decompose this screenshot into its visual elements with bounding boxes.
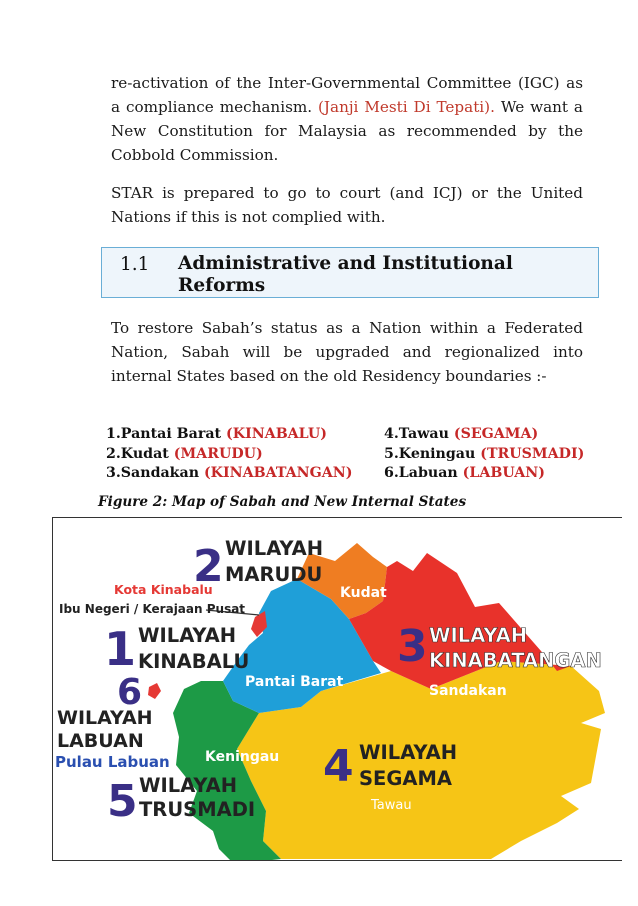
region-5-name: TRUSMADI <box>139 798 256 821</box>
section-title <box>178 253 578 297</box>
state-item <box>384 445 584 465</box>
region-3-word: WILAYAH <box>429 624 528 647</box>
capital-sub-label: Ibu Negeri / Kerajaan Pusat <box>59 602 246 616</box>
pantai-barat-residency-label: Pantai Barat <box>245 674 344 690</box>
state-item <box>384 425 584 445</box>
section-number: 1.1 <box>120 254 150 275</box>
state-name: 6.Labuan <box>384 465 463 481</box>
capital-name-label: Kota Kinabalu <box>114 582 213 597</box>
region-4-name: SEGAMA <box>359 767 452 790</box>
labuan-island-marker <box>148 683 161 699</box>
state-item <box>106 425 352 445</box>
labuan-residency-label: Pulau Labuan <box>55 753 170 771</box>
tawau-residency-label: Tawau <box>371 798 412 813</box>
section-title-line1: Administrative and Institutional <box>178 253 513 274</box>
state-new-name: (MARUDU) <box>173 445 263 462</box>
section-heading-box <box>101 247 599 298</box>
paragraph-igc-text-b: We want a New Constitution for Malaysia as recommended by the Cobbold Commission. <box>111 98 583 164</box>
region-1-name: KINABALU <box>138 650 250 673</box>
state-item <box>106 445 352 465</box>
kudat-residency-label: Kudat <box>340 585 387 601</box>
state-name: 5.Keningau <box>384 445 481 462</box>
state-item <box>106 464 352 484</box>
paragraph-igc-text-a: re-activation of the Inter-Governmental Committee (IGC) as a compliance mechanism. <box>111 74 583 116</box>
state-new-name: (SEGAMA) <box>453 426 539 442</box>
section-title-line2: Reforms <box>178 275 266 296</box>
keningau-residency-label: Keningau <box>205 749 280 765</box>
state-item <box>384 464 584 484</box>
states-list-left <box>106 425 352 484</box>
paragraph-igc <box>111 71 583 167</box>
region-5-word: WILAYAH <box>139 774 238 797</box>
region-1-word: WILAYAH <box>138 624 237 647</box>
region-4-number: 4 <box>323 741 354 792</box>
state-new-name: (KINABATANGAN) <box>203 465 353 481</box>
state-new-name: (TRUSMADI) <box>480 445 585 462</box>
paragraph-restore-status: To restore Sabah’s status as a Nation within a Federated Nation, Sabah will be upgraded and regionalized into internal States based on the old Residency boundaries :- <box>111 319 583 385</box>
states-list-right <box>384 425 584 484</box>
paragraph-star-court: STAR is prepared to go to court (and ICJ) or the United Nations if this is not complied with. <box>111 184 583 226</box>
region-2-number: 2 <box>193 541 224 592</box>
region-5-number: 5 <box>107 776 138 827</box>
state-name: 4.Tawau <box>384 426 454 442</box>
sandakan-residency-label: Sandakan <box>429 683 507 699</box>
region-6-number: 6 <box>117 672 143 713</box>
figure-caption: Figure 2: Map of Sabah and New Internal States <box>98 494 467 510</box>
region-1-number: 1 <box>104 622 137 676</box>
state-new-name: (LABUAN) <box>462 465 545 481</box>
region-3-name: KINABATANGAN <box>429 649 602 672</box>
state-name: 2.Kudat <box>106 445 174 462</box>
state-name: 1.Pantai Barat <box>106 426 227 442</box>
region-2-name: MARUDU <box>225 563 323 586</box>
state-new-name: (KINABALU) <box>226 426 327 442</box>
state-name: 3.Sandakan <box>106 465 204 481</box>
paragraph-igc-slogan: (Janji Mesti Di Tepati). <box>318 98 495 116</box>
region-2-word: WILAYAH <box>225 537 324 560</box>
region-6-word: WILAYAH <box>57 707 153 729</box>
sabah-map <box>53 518 622 861</box>
region-4-word: WILAYAH <box>359 741 458 764</box>
region-3-number: 3 <box>397 621 428 672</box>
region-6-name: LABUAN <box>57 730 144 752</box>
sabah-map-frame <box>52 517 622 861</box>
